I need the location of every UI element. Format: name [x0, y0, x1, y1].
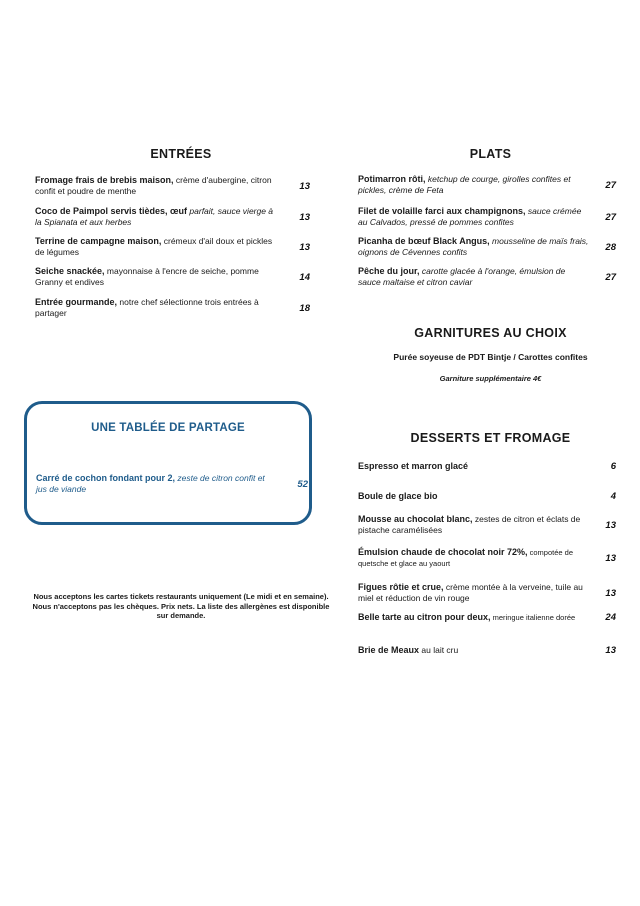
item-price: 13 [605, 587, 616, 599]
item-price: 27 [605, 271, 616, 283]
sharing-table-box [24, 401, 312, 525]
menu-item [35, 266, 310, 288]
item-detail: mayonnaise à l'encre de seiche, pomme Granny et endives [35, 266, 259, 287]
menu-item [358, 547, 616, 569]
desserts-title: DESSERTS ET FROMAGE [410, 431, 571, 445]
item-name: Brie de Meaux [358, 645, 420, 655]
item-detail: au lait cru [419, 645, 459, 655]
item-name: Boule de glace bio [358, 491, 438, 501]
menu-item [358, 582, 616, 604]
menu-item [358, 174, 616, 196]
payment-notice: Nous acceptons les cartes tickets restaurants uniquement (Le midi et en semaine). Nous n'acceptons pas les chèques. Prix nets. La liste des allergènes est disponible sur demande. [32, 592, 330, 620]
item-name: Terrine de campagne maison, [35, 236, 162, 246]
item-price: 18 [299, 302, 310, 314]
item-name: Coco de Paimpol servis tièdes, œuf [35, 206, 188, 216]
menu-item [358, 206, 616, 228]
item-price: 13 [299, 211, 310, 223]
item-price: 4 [610, 491, 616, 502]
menu-item [358, 461, 616, 472]
garnitures-line: Purée soyeuse de PDT Bintje / Carottes confites [393, 352, 588, 362]
item-price: 6 [610, 461, 616, 472]
item-detail: parfait, sauce vierge à la Spianata et aux herbes [35, 206, 274, 227]
item-detail: ketchup de courge, girolles confites et pickles, crème de Feta [358, 174, 571, 195]
item-detail: zeste de citron confit et jus de viande [36, 473, 265, 494]
item-detail: carotte glacée à l'orange, émulsion de sauce maltaise et citron caviar [358, 266, 566, 287]
item-detail: notre chef sélectionne trois entrées à partager [35, 297, 259, 318]
item-price: 13 [605, 645, 616, 656]
item-detail: sauce crémée au Calvados, pressé de pommes confites [358, 206, 582, 227]
item-price: 52 [297, 478, 308, 490]
garnitures-supplement: Garniture supplémentaire 4€ [439, 374, 542, 383]
item-name: Fromage frais de brebis maison, [35, 175, 174, 185]
item-name: Entrée gourmande, [35, 297, 118, 307]
item-name: Espresso et marron glacé [358, 461, 469, 471]
item-name: Filet de volaille farci aux champignons, [358, 206, 526, 216]
menu-item [358, 236, 616, 258]
menu-item [36, 473, 308, 495]
item-detail: compotée de quetsche et glace au yaourt [358, 548, 573, 568]
menu-item [358, 645, 616, 656]
item-price: 24 [605, 612, 616, 623]
item-detail: crème montée à la verveine, tuile au miel et réduction de vin rouge [358, 582, 583, 603]
item-price: 14 [299, 271, 310, 283]
item-name: Picanha de bœuf Black Angus, [358, 236, 490, 246]
item-name: Émulsion chaude de chocolat noir 72%, [358, 547, 528, 557]
menu-item [358, 514, 616, 536]
item-detail: zestes de citron et éclats de pistache caramélisées [358, 514, 581, 535]
item-name: Belle tarte au citron pour deux, [358, 612, 491, 622]
item-price: 27 [605, 179, 616, 191]
plats-title: PLATS [469, 147, 512, 161]
item-detail: crémeux d'ail doux et pickles de légumes [35, 236, 273, 257]
item-name: Figues rôtie et crue, [358, 582, 444, 592]
menu-item [358, 266, 616, 288]
item-price: 13 [605, 519, 616, 531]
menu-item [35, 206, 310, 228]
menu-item [35, 297, 310, 319]
item-detail: meringue italienne dorée [490, 613, 576, 622]
item-name: Potimarron rôti, [358, 174, 426, 184]
item-price: 13 [299, 180, 310, 192]
item-detail: mousseline de maïs frais, oignons de Cévennes confits [358, 236, 589, 257]
menu-item [35, 175, 310, 197]
garnitures-title: GARNITURES AU CHOIX [414, 326, 567, 340]
item-price: 13 [299, 241, 310, 253]
menu-item [358, 491, 616, 502]
item-price: 27 [605, 211, 616, 223]
item-name: Mousse au chocolat blanc, [358, 514, 473, 524]
menu-item [35, 236, 310, 258]
item-detail: crème d'aubergine, citron confit et poudre de menthe [35, 175, 272, 196]
item-name: Pêche du jour, [358, 266, 420, 276]
sharing-table-title: UNE TABLÉE DE PARTAGE [91, 422, 245, 434]
item-name: Carré de cochon fondant pour 2, [36, 473, 176, 483]
item-price: 28 [605, 241, 616, 253]
item-name: Seiche snackée, [35, 266, 105, 276]
menu-item [358, 612, 616, 623]
item-price: 13 [605, 552, 616, 564]
entrees-title: ENTRÉES [150, 147, 212, 161]
